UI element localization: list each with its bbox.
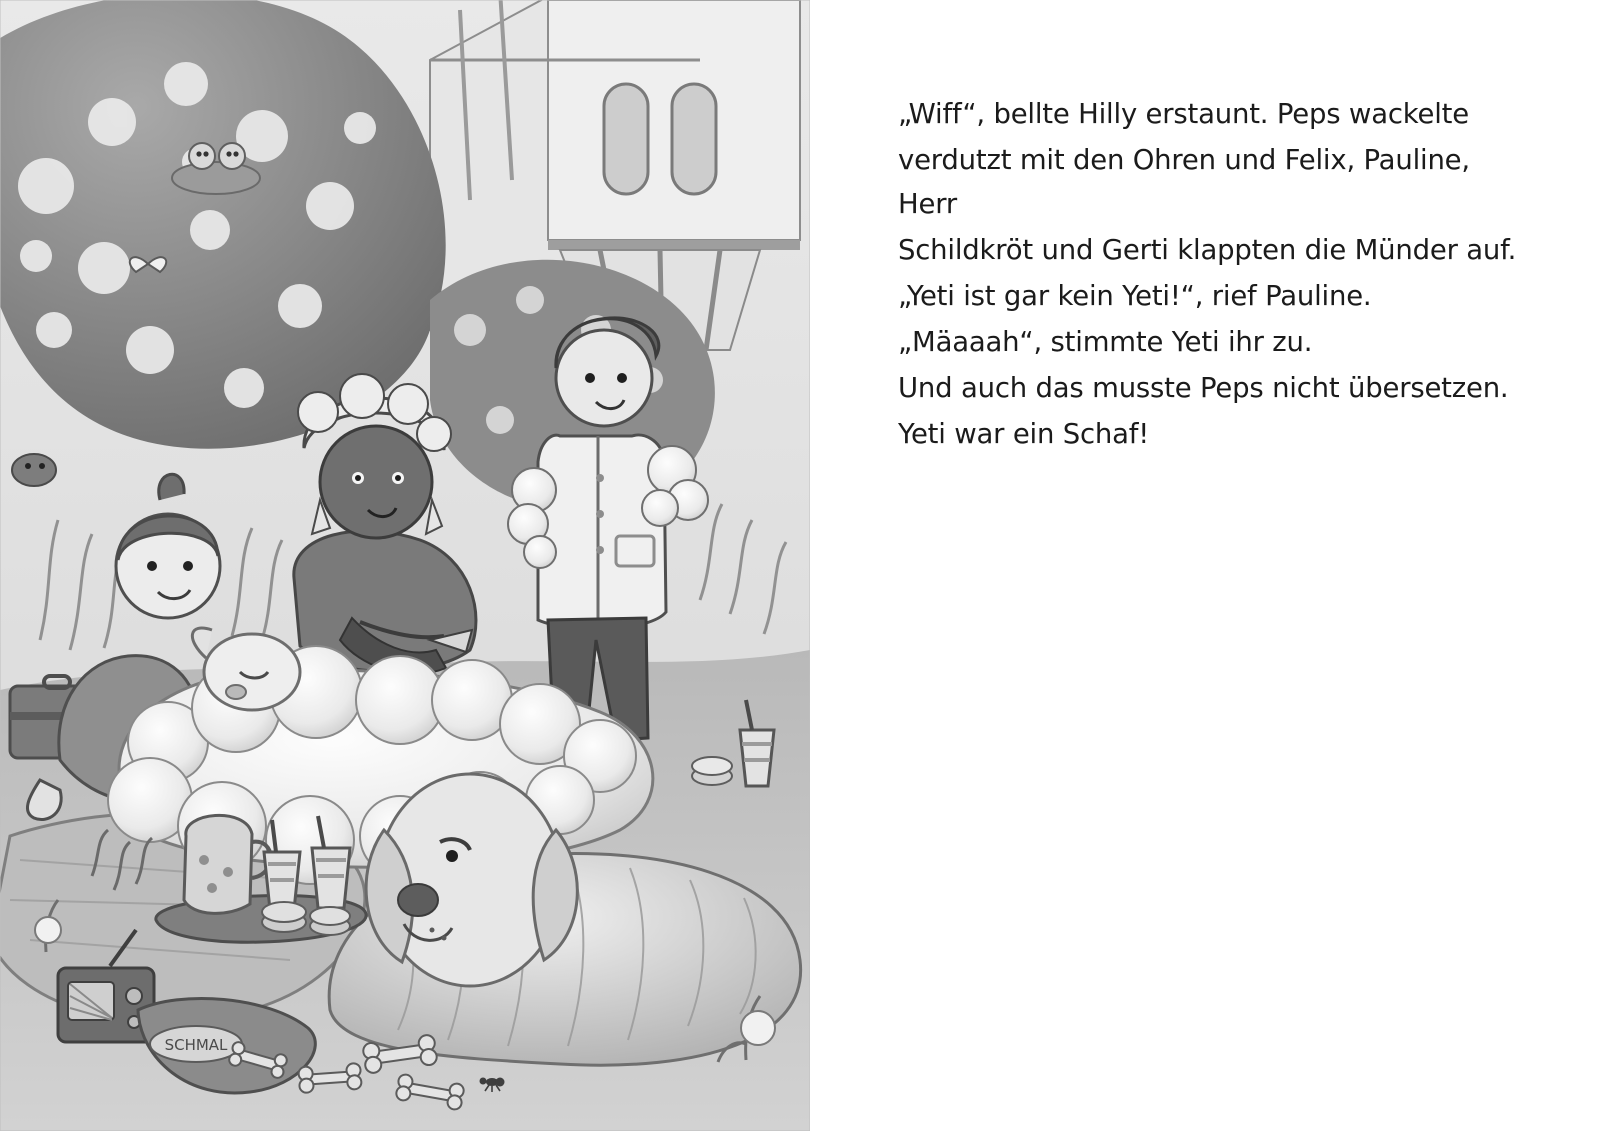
radio-knob — [126, 988, 142, 1004]
bird-right — [219, 143, 245, 169]
story-line-2: verdutzt mit den Ohren und Felix, Pauline, Herr — [898, 144, 1470, 220]
sheep-nose — [226, 685, 246, 699]
story-text-block — [898, 92, 1518, 458]
hedgehog-icon — [12, 454, 56, 486]
story-line-3: Schildkröt und Gerti klappten die Münder auf. — [898, 234, 1517, 266]
house-window-right — [672, 84, 716, 194]
boy-face — [556, 330, 652, 426]
jug — [184, 815, 252, 913]
story-line-7: Yeti war ein Schaf! — [898, 418, 1150, 450]
story-line-5: „Mäaaah“, stimmte Yeti ihr zu. — [898, 326, 1313, 358]
sheep-head — [204, 634, 300, 710]
dog-nose — [398, 884, 438, 916]
story-line-6: Und auch das musste Peps nicht übersetzen. — [898, 372, 1509, 404]
text-page — [810, 0, 1600, 1131]
bird-left — [189, 143, 215, 169]
blanket-label-text: SCHMAL — [164, 1036, 228, 1054]
story-line-1: „Wiff“, bellte Hilly erstaunt. Peps wackelte — [898, 98, 1469, 130]
dog-eye — [446, 850, 458, 862]
house-window-left — [604, 84, 648, 194]
afro-girl-face — [320, 426, 432, 538]
story-line-4: „Yeti ist gar kein Yeti!“, rief Pauline. — [898, 280, 1372, 312]
lab-coat — [538, 435, 666, 629]
